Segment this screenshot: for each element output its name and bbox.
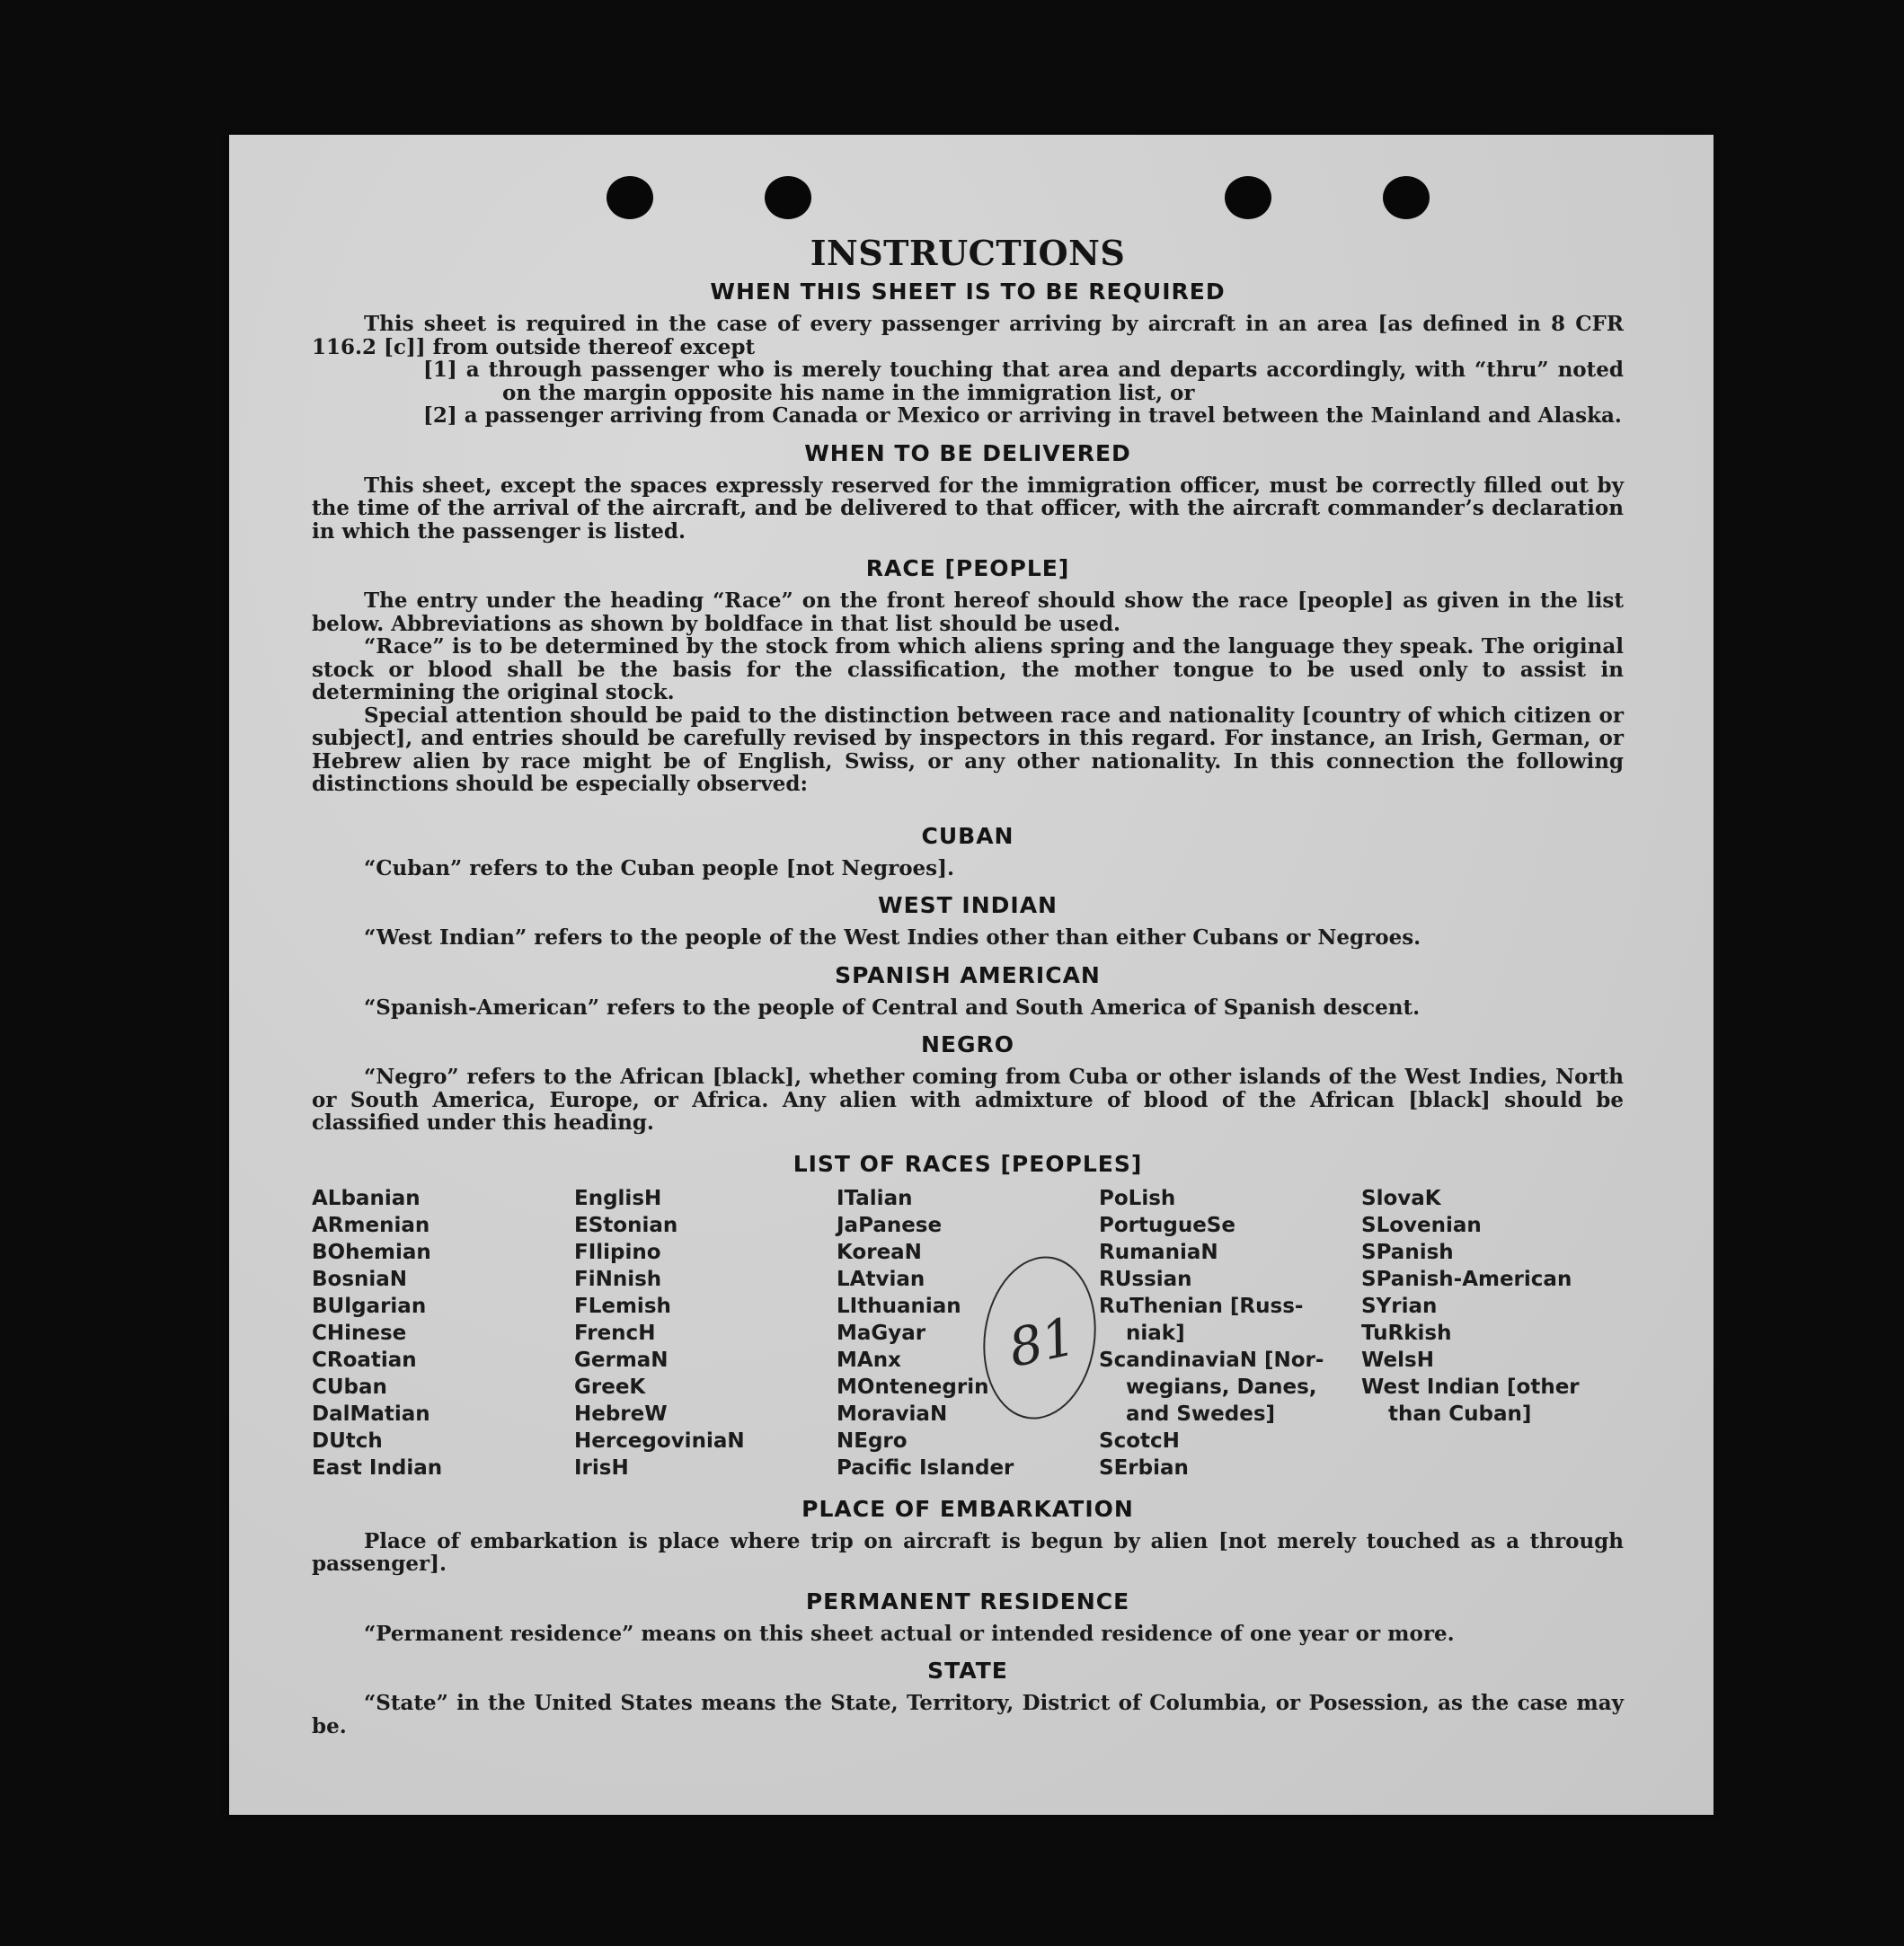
page-title: INSTRUCTIONS xyxy=(810,233,1126,273)
heading-cuban: CUBAN xyxy=(921,822,1014,849)
race-entry: ALbanian xyxy=(312,1186,421,1210)
heading-list-of-races: LIST OF RACES [PEOPLES] xyxy=(793,1150,1143,1177)
race-entry: BosniaN xyxy=(312,1267,408,1291)
race-entry: SLovenian xyxy=(1361,1213,1482,1237)
race-entry: MoraviaN xyxy=(837,1402,948,1426)
race-entry: GreeK xyxy=(574,1375,646,1399)
heading-negro: NEGRO xyxy=(920,1031,1015,1057)
heading-when-delivered: WHEN TO BE DELIVERED xyxy=(804,439,1131,466)
race-entry: PortugueSe xyxy=(1099,1213,1235,1237)
when-required-item-1: [1] a through passenger who is merely touching that area and departs accordingly, with “thru” noted on the margin opposite his name in the immigration list, or xyxy=(423,358,1624,405)
race-entry: FrencH xyxy=(574,1321,656,1345)
race-entry: MOntenegrin xyxy=(837,1375,989,1399)
permanent-residence-text: “Permanent residence” means on this sheet actual or intended residence of one year or more. xyxy=(364,1621,1455,1646)
race-entry-continuation: wegians, Danes, xyxy=(1126,1375,1317,1399)
race-entry: BUlgarian xyxy=(312,1294,427,1318)
document-sheet xyxy=(229,135,1714,1815)
race-entry: EStonian xyxy=(574,1213,678,1237)
embarkation-text: Place of embarkation is place where trip on aircraft is begun by alien [not merely touched as a through passenger]. xyxy=(312,1528,1624,1576)
cuban-text: “Cuban” refers to the Cuban people [not Negroes]. xyxy=(364,855,955,880)
west-indian-text: “West Indian” refers to the people of the West Indies other than either Cubans or Negroes. xyxy=(364,925,1421,950)
race-entry: CHinese xyxy=(312,1321,407,1345)
race-entry-continuation: than Cuban] xyxy=(1388,1402,1532,1426)
instructions-content xyxy=(312,234,1624,1738)
race-entry: HercegoviniaN xyxy=(574,1429,745,1453)
race-entry: RumaniaN xyxy=(1099,1240,1218,1264)
races-column-4 xyxy=(1099,1185,1361,1482)
when-required-item-2: [2] a passenger arriving from Canada or Mexico or arriving in travel between the Mainland and Alaska. xyxy=(423,403,1622,428)
race-entry: PoLish xyxy=(1099,1186,1176,1210)
race-entry: RuThenian [Russ- xyxy=(1099,1294,1304,1318)
race-entry: NEgro xyxy=(837,1429,908,1453)
negro-text: “Negro” refers to the African [black], whether coming from Cuba or other islands of the West Indies, North or South America, Europe, or Africa. Any alien with admixture of blood of the African [black] should be classified under this heading. xyxy=(312,1065,1624,1135)
handwritten-number: 81 xyxy=(1003,1305,1082,1379)
race-entry: CRoatian xyxy=(312,1348,417,1372)
race-entry: ScandinaviaN [Nor- xyxy=(1099,1348,1324,1372)
races-column-1 xyxy=(312,1185,574,1482)
race-entry: RUssian xyxy=(1099,1267,1192,1291)
punch-hole xyxy=(765,176,811,219)
when-required-intro: This sheet is required in the case of every passenger arriving by aircraft in an area [as defined in 8 CFR 116.2 [c]] from outside thereof except xyxy=(312,312,1624,359)
race-entry-continuation: niak] xyxy=(1126,1321,1185,1345)
race-entry: ScotcH xyxy=(1099,1429,1180,1453)
races-column-2 xyxy=(574,1185,837,1482)
race-entry: DUtch xyxy=(312,1429,383,1453)
spanish-american-text: “Spanish-American” refers to the people of Central and South America of Spanish descent. xyxy=(364,995,1421,1020)
race-entry: FIlipino xyxy=(574,1240,661,1264)
race-entry: West Indian [other xyxy=(1361,1375,1580,1399)
race-entry: DalMatian xyxy=(312,1402,430,1426)
race-entry: SPanish-American xyxy=(1361,1267,1572,1291)
heading-race: RACE [PEOPLE] xyxy=(865,555,1070,581)
races-column-5 xyxy=(1361,1185,1624,1482)
race-entry: ARmenian xyxy=(312,1213,430,1237)
heading-when-required: WHEN THIS SHEET IS TO BE REQUIRED xyxy=(710,279,1226,305)
race-entry: FiNnish xyxy=(574,1267,662,1291)
heading-embarkation: PLACE OF EMBARKATION xyxy=(801,1495,1134,1522)
race-entry: GermaN xyxy=(574,1348,669,1372)
race-entry: TuRkish xyxy=(1361,1321,1452,1345)
race-entry-continuation: and Swedes] xyxy=(1126,1402,1276,1426)
race-entry: Pacific Islander xyxy=(837,1455,1014,1480)
heading-state: STATE xyxy=(927,1658,1008,1684)
race-entry: FLemish xyxy=(574,1294,671,1318)
punch-hole xyxy=(1383,176,1430,219)
punch-hole xyxy=(607,176,653,219)
race-entry: LAtvian xyxy=(837,1267,925,1291)
heading-permanent-residence: PERMANENT RESIDENCE xyxy=(805,1588,1130,1614)
race-entry: SYrian xyxy=(1361,1294,1438,1318)
race-entry: HebreW xyxy=(574,1402,668,1426)
race-entry: JaPanese xyxy=(837,1213,943,1237)
race-entry: ITalian xyxy=(837,1186,913,1210)
race-entry: IrisH xyxy=(574,1455,629,1480)
state-text: “State” in the United States means the State, Territory, District of Columbia, or Posession, as the case may be. xyxy=(312,1691,1624,1738)
race-entry: SPanish xyxy=(1361,1240,1454,1264)
heading-spanish-american: SPANISH AMERICAN xyxy=(835,961,1101,988)
race-entry: SErbian xyxy=(1099,1455,1189,1480)
race-entry: LIthuanian xyxy=(837,1294,961,1318)
race-paragraph-2: “Race” is to be determined by the stock from which aliens spring and the language they speak. The original stock or blood shall be the basis for the classification, the mother tongue to be used only to assist in determining the original stock. xyxy=(312,634,1624,704)
races-list xyxy=(312,1185,1624,1482)
punch-hole xyxy=(1225,176,1271,219)
race-entry: MAnx xyxy=(837,1348,901,1372)
race-entry: CUban xyxy=(312,1375,387,1399)
race-entry: BOhemian xyxy=(312,1240,431,1264)
race-paragraph-1: The entry under the heading “Race” on the front hereof should show the race [people] as given in the list below. Abbreviations as shown by boldface in that list should be used. xyxy=(312,588,1624,636)
race-entry: KoreaN xyxy=(837,1240,922,1264)
race-entry: MaGyar xyxy=(837,1321,926,1345)
when-delivered-text: This sheet, except the spaces expressly reserved for the immigration officer, must be correctly filled out by the time of the arrival of the aircraft, and be delivered to that officer, with the aircraft commander’s declaration in which the passenger is listed. xyxy=(312,473,1624,544)
heading-west-indian: WEST INDIAN xyxy=(878,892,1058,918)
race-entry: SlovaK xyxy=(1361,1186,1441,1210)
race-paragraph-3: Special attention should be paid to the distinction between race and nationality [country of which citizen or subject], and entries should be carefully revised by inspectors in this regard. For instance, an Irish, German, or Hebrew alien by race might be of English, Swiss, or any other nationality. In this connection the following distinctions should be especially observed: xyxy=(312,703,1624,796)
race-entry: WelsH xyxy=(1361,1348,1434,1372)
race-entry: East Indian xyxy=(312,1455,443,1480)
race-entry: EnglisH xyxy=(574,1186,662,1210)
